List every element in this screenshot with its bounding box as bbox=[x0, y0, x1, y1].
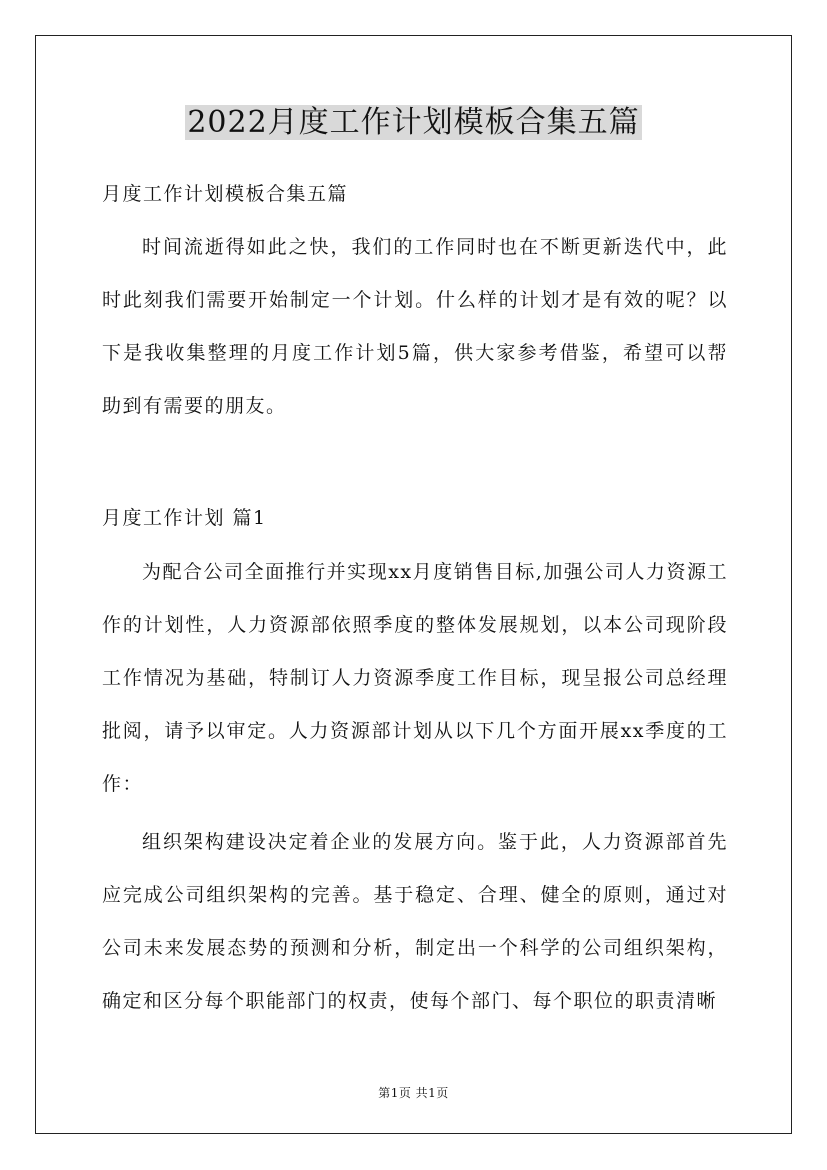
intro-paragraph: 时间流逝得如此之快，我们的工作同时也在不断更新迭代中，此时此刻我们需要开始制定一个计划。什么样的计划才是有效的呢？以下是我收集整理的月度工作计划5篇，供大家参考借鉴，希望可以帮助到有需要的朋友。 bbox=[102, 236, 728, 417]
section1-paragraph-2: 组织架构建设决定着企业的发展方向。鉴于此，人力资源部首先应完成公司组织架构的完善。基于稳定、合理、健全的原则，通过对公司未来发展态势的预测和分析，制定出一个科学的公司组织架构，确定和区分每个职能部门的权责，使每个部门、每个职位的职责清晰 bbox=[102, 831, 728, 1012]
document-subtitle: 月度工作计划模板合集五篇 bbox=[102, 183, 349, 205]
section1-heading: 月度工作计划 篇1 bbox=[102, 507, 267, 529]
document-title: 2022月度工作计划模板合集五篇 bbox=[187, 105, 640, 140]
page-footer: 第1页 共1页 bbox=[378, 1086, 449, 1100]
section1-paragraph-1: 为配合公司全面推行并实现xx月度销售目标,加强公司人力资源工作的计划性，人力资源部依照季度的整体发展规划，以本公司现阶段工作情况为基础，特制订人力资源季度工作目标，现呈报公司总经理批阅，请予以审定。人力资源部计划从以下几个方面开展xx季度的工作： bbox=[102, 561, 728, 795]
document-title-container bbox=[0, 103, 827, 143]
